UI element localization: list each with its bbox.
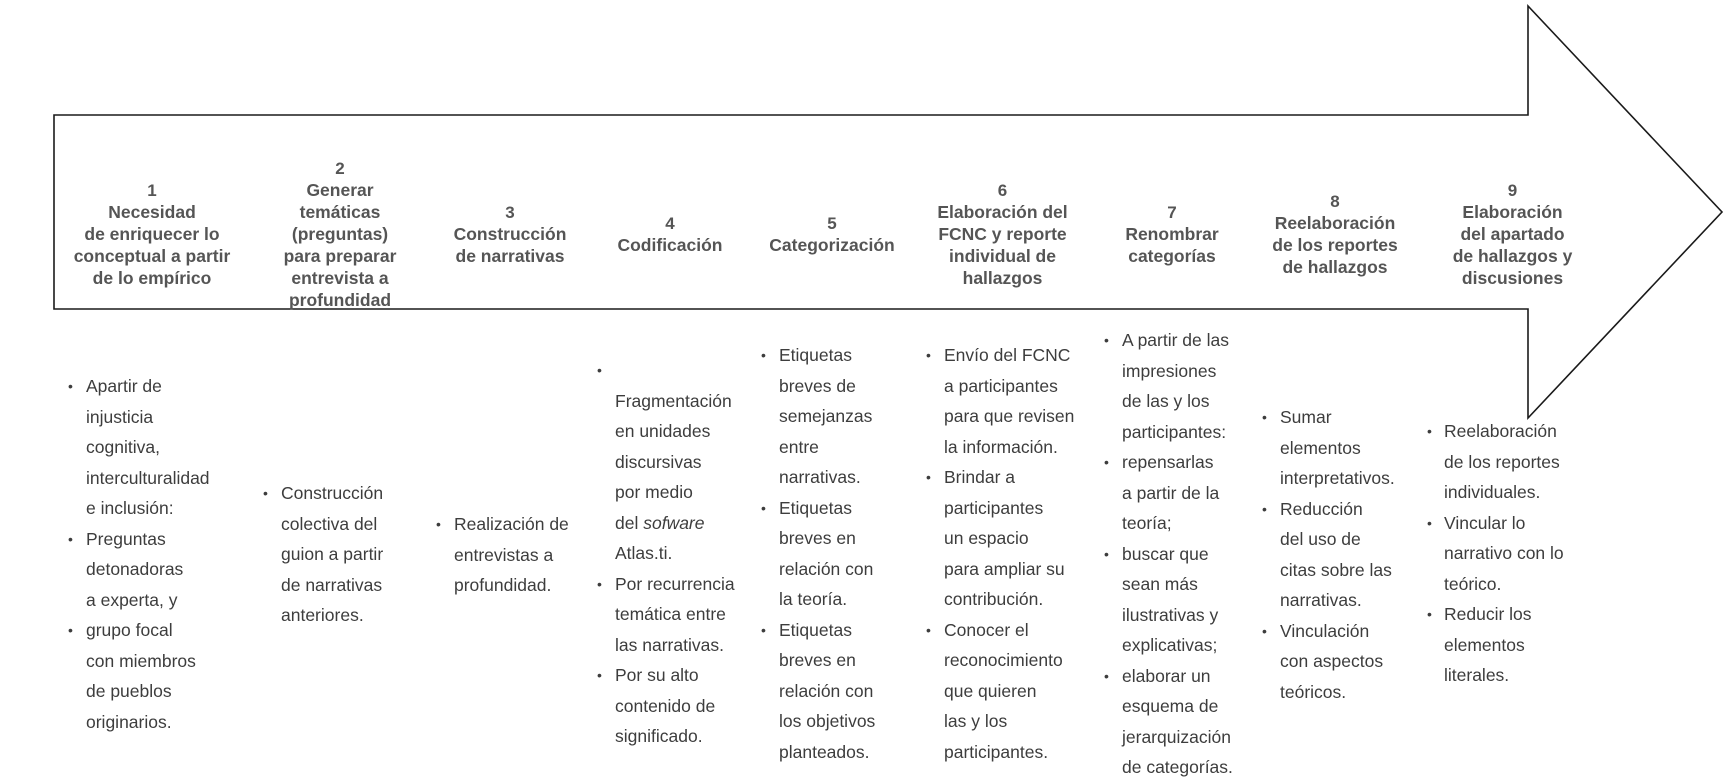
stage-5-header — [752, 155, 912, 315]
stage-7-bullet: • buscar que sean más ilustrativas y explicativas; — [1104, 539, 1264, 661]
stage-4-number: 4 — [665, 214, 675, 233]
stage-5-details — [761, 340, 911, 767]
stage-6-title: Elaboración del FCNC y reporte individual de hallazgos — [937, 202, 1068, 288]
stage-6-bullet: • Brindar a participantes un espacio para ampliar su contribución. — [926, 462, 1096, 615]
stage-2-details — [263, 478, 423, 631]
stage-6-bullet: • Conocer el reconocimiento que quieren las y los participantes. — [926, 615, 1096, 768]
stage-7-bullet: • A partir de las impresiones de las y los participantes: — [1104, 325, 1264, 447]
stage-5-bullet: • Etiquetas breves de semejanzas entre narrativas. — [761, 340, 911, 493]
stage-2-number: 2 — [335, 159, 345, 178]
stage-4-bullet: • Por su alto contenido de significado. — [597, 660, 757, 752]
stage-9-bullet: • Vincular lo narrativo con lo teórico. — [1426, 508, 1596, 600]
stage-3-bullet: • Realización de entrevistas a profundidad. — [436, 509, 596, 601]
stage-4-details — [597, 355, 757, 752]
stage-1-title: Necesidad de enriquecer lo conceptual a partir de lo empírico — [73, 202, 231, 288]
stage-7-bullet: • repensarlas a partir de la teoría; — [1104, 447, 1264, 539]
stage-3-details — [436, 509, 596, 601]
stage-8-bullet: • Vinculación con aspectos teóricos. — [1262, 616, 1422, 708]
stage-5-bullet: • Etiquetas breves en relación con los objetivos planteados. — [761, 615, 911, 768]
stage-7-header — [1092, 155, 1252, 315]
stage-9-header — [1430, 155, 1595, 315]
stage-2-header — [255, 155, 425, 315]
stage-9-title: Elaboración del apartado de hallazgos y discusiones — [1452, 202, 1573, 288]
stage-7-details — [1104, 325, 1264, 783]
stage-7-bullet: • elaborar un esquema de jerarquización de categorías. — [1104, 661, 1264, 783]
stage-1-number: 1 — [147, 181, 157, 200]
stage-1-bullet: • Apartir de injusticia cognitiva, interculturalidad e inclusión: — [68, 371, 243, 524]
stage-3-number: 3 — [505, 203, 515, 222]
stage-3-header — [430, 155, 590, 315]
stage-6-number: 6 — [997, 181, 1008, 200]
stage-9-bullet: • Reducir los elementos literales. — [1426, 599, 1596, 691]
stage-3-title: Construcción de narrativas — [453, 224, 567, 266]
stage-2-title: Generar temáticas (preguntas) para preparar entrevista a profundidad — [283, 180, 397, 310]
stage-5-title: Categorización — [769, 235, 895, 255]
stage-4-header — [595, 155, 745, 315]
stage-1-header — [62, 155, 242, 315]
stage-1-details — [68, 371, 243, 737]
stage-8-title: Reelaboración de los reportes de hallazgos — [1272, 213, 1398, 277]
stage-6-details — [926, 340, 1096, 767]
stage-9-details — [1426, 416, 1596, 691]
stage-8-number: 8 — [1330, 192, 1340, 211]
software-term: sofware — [643, 512, 705, 533]
stage-9-bullet: • Reelaboración de los reportes individuales. — [1426, 416, 1596, 508]
stage-9-number: 9 — [1507, 181, 1518, 200]
stage-4-bullet-lead: Fragmentación en unidades discursivas por medio del sofware Atlas.ti. — [615, 390, 732, 563]
stage-6-bullet: • Envío del FCNC a participantes para que revisen la información. — [926, 340, 1096, 462]
stage-8-details — [1262, 402, 1422, 707]
stage-8-bullet: • Reducción del uso de citas sobre las narrativas. — [1262, 494, 1422, 616]
stage-8-bullet: • Sumar elementos interpretativos. — [1262, 402, 1422, 494]
stage-4-bullet: • Por recurrencia temática entre las narrativas. — [597, 569, 757, 661]
stage-4-title: Codificación — [617, 235, 723, 255]
stage-7-number: 7 — [1167, 203, 1177, 222]
stage-7-title: Renombrar categorías — [1125, 224, 1219, 266]
stage-5-bullet: • Etiquetas breves en relación con la teoría. — [761, 493, 911, 615]
stage-8-header — [1255, 155, 1415, 315]
stage-2-bullet: • Construcción colectiva del guion a partir de narrativas anteriores. — [263, 478, 423, 631]
stage-1-bullet: • Preguntas detonadoras a experta, y — [68, 524, 243, 616]
stage-1-bullet: • grupo focal con miembros de pueblos originarios. — [68, 615, 243, 737]
stage-4-bullet — [597, 355, 757, 569]
stage-6-header — [920, 155, 1085, 315]
stage-5-number: 5 — [827, 214, 837, 233]
